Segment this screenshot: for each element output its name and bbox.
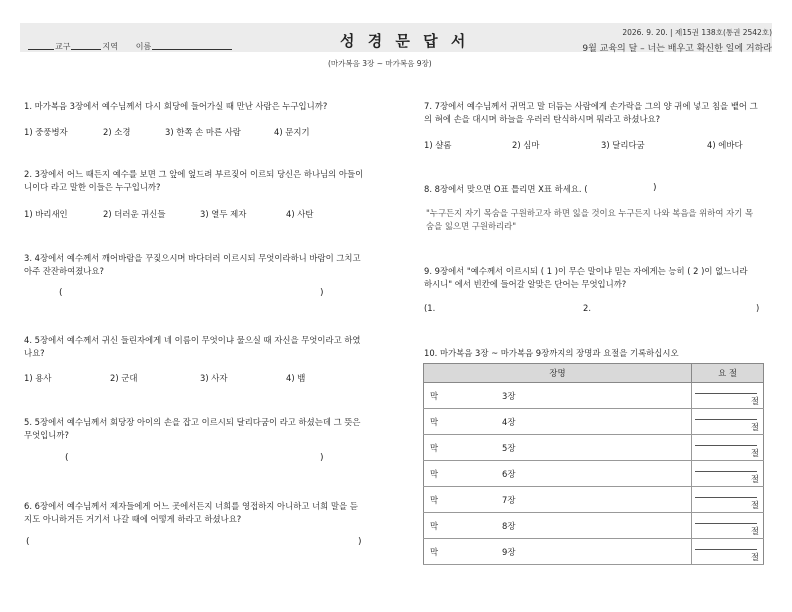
book-cell: 막 [424, 435, 502, 461]
verse-blank[interactable] [695, 549, 757, 550]
q1-option-4[interactable]: 4) 문지기 [274, 127, 310, 137]
verse-cell[interactable] [692, 513, 764, 539]
verse-cell[interactable] [692, 435, 764, 461]
q9-answer-close: ) [756, 303, 760, 313]
q2-option-4[interactable]: 4) 사탄 [286, 209, 314, 219]
q4-option-2[interactable]: 2) 군대 [110, 373, 138, 383]
q8-quote-line-1: "누구든지 자기 목숨을 구원하고자 하면 잃을 것이요 누구든지 나와 복음을 위하여 자기 목 [426, 208, 754, 218]
table-row [424, 409, 764, 435]
book-cell: 막 [424, 461, 502, 487]
book-cell: 막 [424, 539, 502, 565]
table-row [424, 487, 764, 513]
chapter-cell: 7장 [501, 487, 692, 513]
verse-suffix: 절 [750, 525, 759, 536]
q5-line-1: 5. 5장에서 예수님께서 회당장 아이의 손을 잡고 이르시되 달리다굼이 라고 하셨는데 그 뜻은 [24, 417, 361, 427]
question-5 [24, 416, 361, 442]
q3-answer-close: ) [320, 288, 324, 298]
q5-answer-open[interactable]: ( [65, 453, 69, 463]
verse-suffix: 절 [750, 551, 759, 562]
q5-line-2: 무엇입니까? [24, 430, 69, 440]
question-9 [424, 265, 748, 291]
q2-option-2[interactable]: 2) 더러운 귀신들 [103, 209, 166, 219]
q8-quote [426, 207, 753, 233]
verse-suffix: 절 [750, 395, 759, 406]
q1-option-2[interactable]: 2) 소경 [103, 127, 131, 137]
table-head-verse: 요 절 [692, 364, 764, 383]
q1-option-3[interactable]: 3) 한쪽 손 마른 사람 [165, 127, 241, 137]
q7-option-2[interactable]: 2) 심마 [512, 140, 540, 150]
q2-option-1[interactable]: 1) 바리새인 [24, 209, 68, 219]
chapter-cell: 9장 [501, 539, 692, 565]
q3-answer-open[interactable]: ( [59, 288, 63, 298]
verse-suffix: 절 [750, 499, 759, 510]
table-row [424, 539, 764, 565]
q4-option-1[interactable]: 1) 용사 [24, 373, 52, 383]
table-row [424, 461, 764, 487]
table-head-chapter: 장명 [424, 364, 692, 383]
q2-line-2: 니이다 라고 말한 이들은 누구입니까? [24, 182, 161, 192]
verse-cell[interactable] [692, 461, 764, 487]
q1-option-1[interactable]: 1) 중풍병자 [24, 127, 68, 137]
q8-answer-close: ) [653, 183, 657, 193]
page-title: 성 경 문 답 서 [340, 32, 470, 50]
q7-option-4[interactable]: 4) 에바다 [707, 140, 743, 150]
q8-quote-line-2: 숨을 잃으면 구원하리라" [426, 221, 517, 231]
verse-cell[interactable] [692, 409, 764, 435]
table-row [424, 383, 764, 409]
table-row [424, 435, 764, 461]
question-4 [24, 334, 361, 360]
verse-blank[interactable] [695, 471, 757, 472]
verse-suffix: 절 [750, 421, 759, 432]
district-label: 지역 [102, 42, 118, 51]
q7-line-1: 7. 7장에서 예수님께서 귀먹고 말 더듬는 사람에게 손가락을 그의 양 귀에 넣고 침을 뱉어 그 [424, 101, 758, 111]
q6-line-2: 지도 아니하거든 거기서 나갈 때에 어떻게 하라고 하셨나요? [24, 514, 242, 524]
q7-option-1[interactable]: 1) 샬롬 [424, 140, 452, 150]
q3-line-2: 아주 잔잔하여졌나요? [24, 266, 104, 276]
question-10: 10. 마가복음 3장 ~ 마가복음 9장까지의 장명과 요절을 기록하십시오 [424, 348, 679, 358]
parish-label: 교구 [55, 42, 71, 51]
q9-line-1: 9. 9장에서 "예수께서 이르시되 ( 1 )이 무슨 말이냐 믿는 자에게는 능히 ( 2 )이 없느니라 [424, 266, 748, 276]
question-6 [24, 500, 358, 526]
verse-cell[interactable] [692, 539, 764, 565]
q7-line-2: 의 혀에 손을 대시며 하늘을 우러러 탄식하시며 뭐라고 하셨나요? [424, 114, 661, 124]
q6-line-1: 6. 6장에서 예수님께서 제자들에게 어느 곳에서든지 너희를 영접하지 아니하고 너희 말을 듣 [24, 501, 358, 511]
verse-blank[interactable] [695, 445, 757, 446]
question-2 [24, 168, 363, 194]
book-cell: 막 [424, 383, 502, 409]
issue-info: 2026. 9. 20. | 제15권 138호(통권 2542호) [622, 28, 772, 37]
chapter-cell: 5장 [501, 435, 692, 461]
name-label: 이름 [135, 42, 152, 51]
q9-blank-2[interactable]: 2. [583, 303, 591, 313]
chapter-cell: 6장 [501, 461, 692, 487]
q2-option-3[interactable]: 3) 열두 제자 [200, 209, 247, 219]
verse-blank[interactable] [695, 419, 757, 420]
verse-cell[interactable] [692, 383, 764, 409]
parish-blank[interactable] [28, 49, 54, 50]
q9-blank-1[interactable]: (1. [424, 303, 436, 313]
q7-option-3[interactable]: 3) 달리다굼 [601, 140, 645, 150]
q6-answer-close: ) [358, 537, 362, 547]
district-blank[interactable] [71, 49, 101, 50]
chapter-cell: 3장 [501, 383, 692, 409]
verse-cell[interactable] [692, 487, 764, 513]
q3-line-1: 3. 4장에서 예수께서 깨어바람을 꾸짖으시며 바다더러 이르시되 무엇이라하니 바람이 그치고 [24, 253, 361, 263]
table-row [424, 513, 764, 539]
question-1: 1. 마가복음 3장에서 예수님께서 다시 회당에 들어가실 때 만난 사람은 누구입니까? [24, 101, 328, 111]
q6-answer-open[interactable]: ( [26, 537, 30, 547]
chapter-cell: 8장 [501, 513, 692, 539]
verse-blank[interactable] [695, 497, 757, 498]
q9-line-2: 하시니" 에서 빈칸에 들어갈 알맞은 단어는 무엇입니까? [424, 279, 627, 289]
q2-line-1: 2. 3장에서 어느 때든지 예수를 보면 그 앞에 엎드려 부르짖어 이르되 당신은 하나님의 아들이 [24, 169, 364, 179]
verse-blank[interactable] [695, 393, 757, 394]
book-cell: 막 [424, 487, 502, 513]
table-header-row [424, 364, 764, 383]
question-8: 8. 8장에서 맞으면 O표 틀리면 X표 하세요. ( [424, 184, 588, 194]
chapter-verse-table [423, 363, 764, 565]
q4-option-4[interactable]: 4) 뱀 [286, 373, 306, 383]
book-cell: 막 [424, 513, 502, 539]
scripture-range: (마가복음 3장 ~ 마가복음 9장) [328, 59, 432, 68]
q4-line-2: 나요? [24, 348, 45, 358]
monthly-motto: 9월 교육의 달 – 너는 배우고 확신한 일에 거하라 [582, 44, 772, 54]
chapter-cell: 4장 [501, 409, 692, 435]
verse-blank[interactable] [695, 523, 757, 524]
q4-option-3[interactable]: 3) 사자 [200, 373, 228, 383]
student-info [27, 41, 233, 52]
question-7 [424, 100, 758, 126]
question-3 [24, 252, 361, 278]
q5-answer-close: ) [320, 453, 324, 463]
verse-suffix: 절 [750, 447, 759, 458]
verse-suffix: 절 [750, 473, 759, 484]
book-cell: 막 [424, 409, 502, 435]
q4-line-1: 4. 5장에서 예수께서 귀신 들린자에게 네 이름이 무엇이냐 물으실 때 자신을 무엇이라고 하였 [24, 335, 361, 345]
name-blank[interactable] [152, 49, 232, 50]
